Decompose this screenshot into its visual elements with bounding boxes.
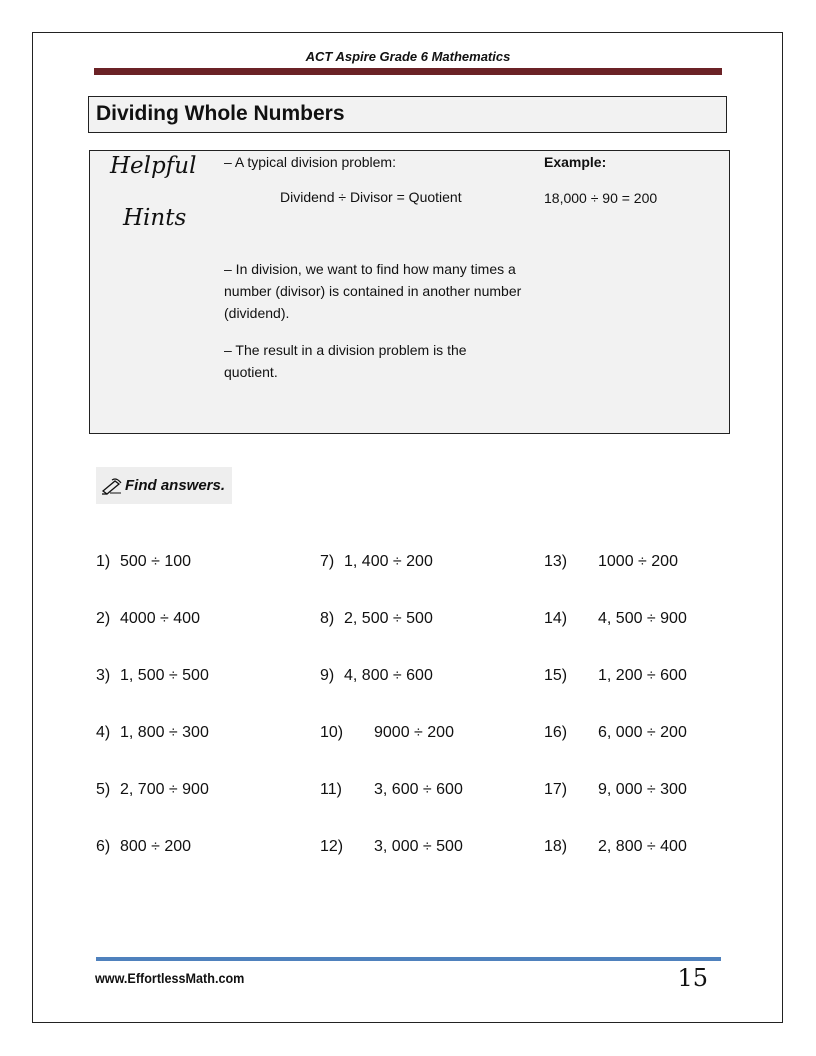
problem-number: 14) [544, 610, 568, 627]
problem-1 [96, 553, 191, 571]
problem-17 [544, 781, 687, 799]
problem-expression: 2, 700 ÷ 900 [120, 781, 209, 798]
find-answers-label: Find answers. [125, 477, 226, 494]
footer-divider [96, 957, 721, 961]
problem-4 [96, 724, 209, 742]
problem-number: 12) [320, 838, 344, 855]
header-title: ACT Aspire Grade 6 Mathematics [305, 49, 511, 64]
helpful-hints-box [89, 150, 730, 434]
problem-expression: 2, 800 ÷ 400 [598, 838, 687, 855]
problem-number: 1) [96, 553, 111, 570]
problem-8 [320, 610, 433, 628]
problem-5 [96, 781, 209, 799]
problem-expression: 1000 ÷ 200 [598, 553, 678, 570]
hint-formula: Dividend ÷ Divisor = Quotient [280, 189, 462, 205]
hint-intro: – A typical division problem: [224, 154, 396, 170]
problem-expression: 2, 500 ÷ 500 [344, 610, 433, 627]
problem-7 [320, 553, 433, 571]
problem-expression: 1, 200 ÷ 600 [598, 667, 687, 684]
hints-heading-line1: Helpful [110, 153, 197, 179]
problem-number: 2) [96, 610, 111, 627]
problem-number: 16) [544, 724, 568, 741]
page-number: 15 [677, 964, 708, 992]
problem-6 [96, 838, 191, 856]
example-value: 18,000 ÷ 90 = 200 [544, 190, 658, 206]
problem-number: 18) [544, 838, 568, 855]
hint-tip-1: – In division, we want to find how many times a number (divisor) is contained in another number (dividend). [224, 261, 522, 321]
problem-expression: 3, 000 ÷ 500 [374, 838, 463, 855]
section-title: Dividing Whole Numbers [88, 96, 727, 133]
problem-number: 9) [320, 667, 335, 684]
problem-number: 13) [544, 553, 568, 570]
header-divider [94, 68, 722, 75]
problem-number: 17) [544, 781, 568, 798]
problem-3 [96, 667, 209, 685]
problem-number: 8) [320, 610, 335, 627]
problem-10 [320, 724, 454, 742]
problem-expression: 500 ÷ 100 [120, 553, 192, 570]
problem-14 [544, 610, 687, 628]
problem-expression: 4, 800 ÷ 600 [344, 667, 433, 684]
find-answers-banner [96, 467, 232, 504]
pencil-icon [101, 477, 123, 495]
problem-number: 10) [320, 724, 344, 741]
problem-15 [544, 667, 687, 685]
problem-18 [544, 838, 687, 856]
problem-expression: 1, 400 ÷ 200 [344, 553, 433, 570]
problem-12 [320, 838, 463, 856]
problem-number: 11) [320, 781, 342, 798]
problem-number: 4) [96, 724, 111, 741]
problem-expression: 4000 ÷ 400 [120, 610, 200, 627]
problem-number: 7) [320, 553, 335, 570]
problem-number: 6) [96, 838, 111, 855]
problem-expression: 9000 ÷ 200 [374, 724, 454, 741]
problem-11 [320, 781, 463, 799]
hints-heading-line2: Hints [123, 205, 187, 231]
problem-16 [544, 724, 687, 742]
problem-number: 5) [96, 781, 111, 798]
example-label: Example: [544, 154, 607, 170]
problem-number: 15) [544, 667, 568, 684]
problem-2 [96, 610, 200, 628]
problem-9 [320, 667, 433, 685]
problem-expression: 4, 500 ÷ 900 [598, 610, 687, 627]
problem-expression: 800 ÷ 200 [120, 838, 192, 855]
problem-number: 3) [96, 667, 111, 684]
problem-expression: 6, 000 ÷ 200 [598, 724, 687, 741]
problem-expression: 9, 000 ÷ 300 [598, 781, 687, 798]
problem-expression: 1, 500 ÷ 500 [120, 667, 209, 684]
problem-expression: 1, 800 ÷ 300 [120, 724, 209, 741]
footer-website: www.EffortlessMath.com [95, 970, 245, 986]
problem-expression: 3, 600 ÷ 600 [374, 781, 463, 798]
problem-13 [544, 553, 678, 571]
hint-tip-2: – The result in a division problem is the quotient. [224, 342, 467, 380]
